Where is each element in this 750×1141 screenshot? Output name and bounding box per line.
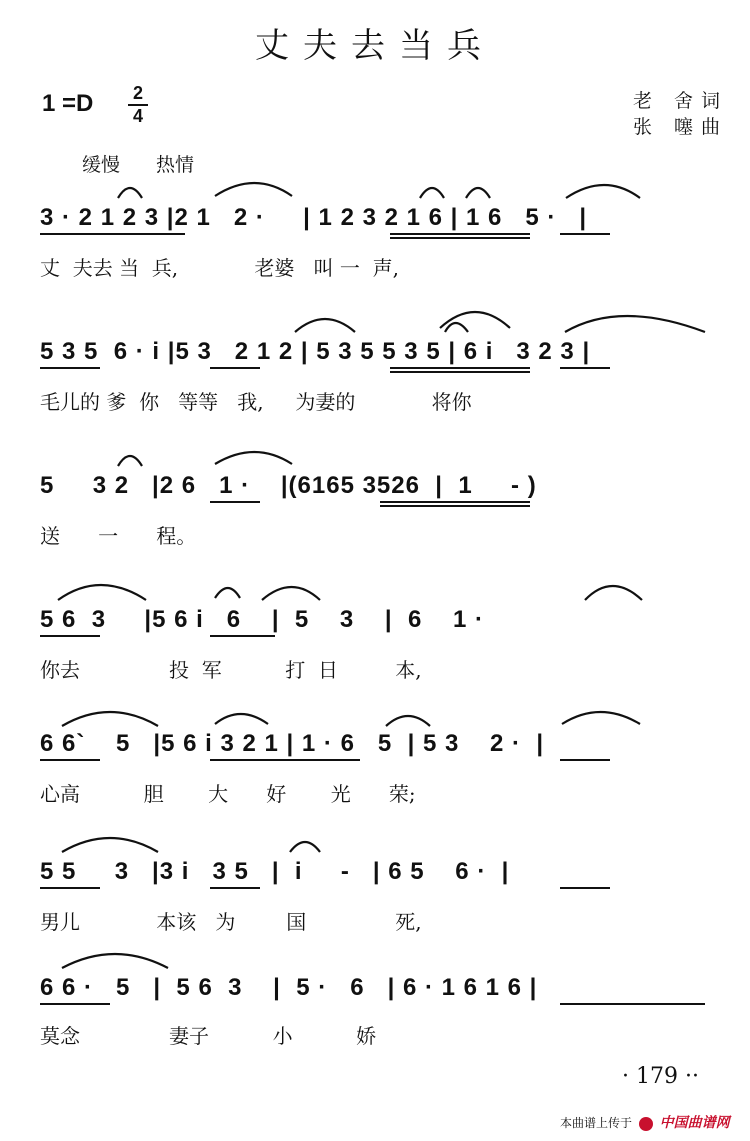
notation-row-2: 5 3 5 6 · i |5 3 2 1 2 | 5 3 5 5 3 5 | 6 i 3 2 3 |: [40, 338, 591, 365]
footer-watermark: [560, 1112, 730, 1132]
lyrics-row-3: 送 一 程。: [40, 524, 197, 548]
notation-row-5: 6 6` 5 |5 6 i 3 2 1 | 1 · 6 5 | 5 3 2 · |: [40, 730, 545, 757]
slur-mark: [118, 188, 142, 198]
lyricist-credit: 老 舍词: [632, 90, 728, 112]
notation-row-1: 3 · 2 1 2 3 |2 1 2 · | 1 2 3 2 1 6 | 1 6 5 · |: [40, 204, 588, 231]
slur-mark: [562, 712, 640, 724]
slur-mark: [295, 319, 355, 332]
slur-mark: [420, 188, 444, 198]
slur-mark: [445, 323, 468, 332]
notation-row-3: 5 3 2 |2 6 1 · |(6165 3526 | 1 - ): [40, 472, 537, 499]
slur-mark: [58, 585, 146, 600]
notation-row-6: 5 5 3 |3 i 3 5 | i - | 6 5 6 · |: [40, 858, 510, 885]
slur-mark: [215, 452, 292, 464]
slur-mark: [118, 456, 142, 466]
lyrics-row-5: 心高 胆 大 好 光 荣;: [40, 782, 416, 806]
slur-mark: [215, 588, 240, 598]
notation-row-4: 5 6 3 |5 6 i 6 | 5 3 | 6 1 ·: [40, 606, 484, 633]
lyrics-row-2: 毛儿的 爹 你 等等 我, 为妻的 将你: [40, 390, 472, 414]
composer-credit: 张 噻曲: [632, 116, 728, 138]
slur-mark: [386, 716, 430, 726]
slur-mark: [62, 712, 158, 726]
slur-mark: [566, 185, 640, 198]
slur-mark: [215, 714, 268, 724]
footer-text: 本曲谱上传于: [560, 1116, 633, 1130]
slur-mark: [585, 586, 642, 600]
site-logo-icon: [639, 1117, 653, 1131]
lyrics-row-1: 丈 夫去 当 兵, 老婆 叫 一 声,: [40, 256, 399, 280]
lyrics-row-4: 你去 投 军 打 日 本,: [40, 658, 422, 682]
slur-mark: [290, 842, 320, 852]
slur-mark: [466, 188, 490, 198]
slur-mark: [62, 954, 168, 968]
key-signature: 1 =D: [42, 90, 94, 117]
footer-site-name: 中国曲谱网: [659, 1115, 730, 1131]
time-signature-bottom: 4: [132, 106, 143, 126]
page-number: · 179 ··: [622, 1064, 699, 1089]
time-signature-top: 2: [132, 83, 143, 103]
song-title: 丈夫去当兵: [255, 26, 495, 66]
slur-mark: [62, 838, 158, 852]
slur-mark: [215, 183, 292, 196]
slur-mark: [565, 316, 705, 332]
lyrics-row-7: 莫念 妻子 小 娇: [40, 1024, 377, 1048]
lyrics-row-6: 男儿 本该 为 国 死,: [40, 910, 422, 934]
slur-mark: [262, 587, 320, 600]
tempo-marking: 缓慢 热情: [82, 154, 195, 176]
notation-row-7: 6 6 · 5 | 5 6 3 | 5 · 6 | 6 · 1 6 1 6 |: [40, 974, 538, 1001]
